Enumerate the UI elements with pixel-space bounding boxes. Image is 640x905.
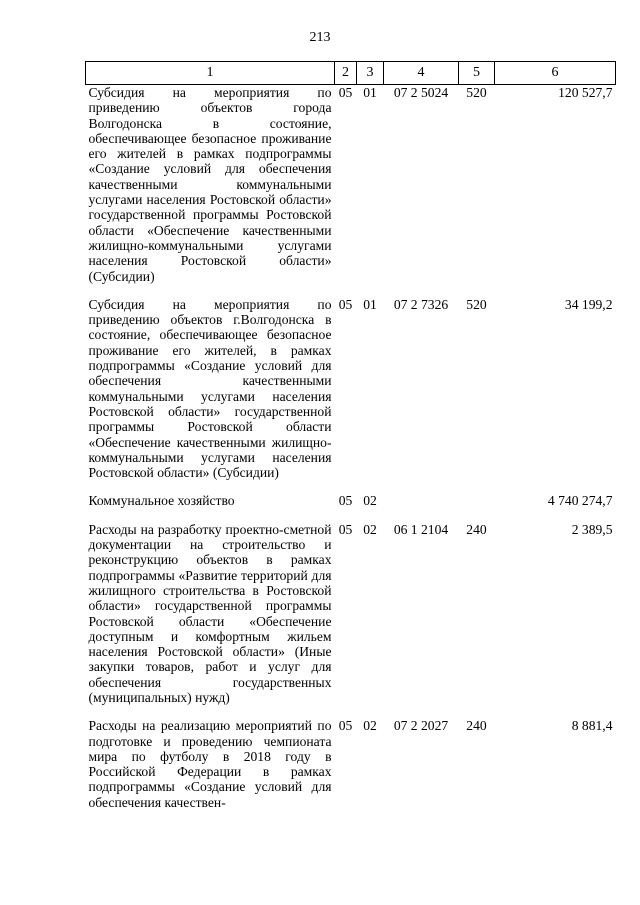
row-subsection-code: 02	[363, 521, 377, 537]
row-expense-type: 520	[466, 296, 487, 312]
column-header-5: 5	[459, 62, 495, 85]
table-row	[86, 297, 616, 494]
row-description: Расходы на реализацию мероприятий по подготовке и проведению чемпионата мира по футболу в 2018 году в Российской Федерации в рамках подпрограммы «Создание условий для обеспечения качествен-	[88, 718, 332, 810]
row-description: Субсидия на мероприятия по приведению объектов г.Волгодонска в состояние, обеспечивающее безопасное проживание его жителей, в рамках подпрограммы «Создание условий для обеспечения качественными коммунальными услугами населения Ростовской области» государственной программы Ростовской области «Обеспечение качественными жилищно-коммунальными услугами населения Ростовской области» (Субсидии)	[88, 296, 332, 481]
column-header-3: 3	[357, 62, 384, 85]
row-amount: 2 389,5	[571, 521, 613, 537]
row-description: Коммунальное хозяйство	[88, 493, 235, 509]
row-section-code: 05	[338, 718, 353, 734]
row-description: Расходы на разработку проектно-сметной документации на строительство и реконструкцию объектов в рамках подпрограммы «Развитие территорий для жилищного строительства в Ростовской области» государственной программы Ростовской области «Обеспечение доступным и комфортным жильем населения Ростовской области» (Иные закупки товаров, работ и услуг для обеспечения государственных (муниципальных) нужд)	[88, 521, 332, 705]
row-description: Субсидия на мероприятия по приведению объектов города Волгодонска в состояние, обеспечивающее безопасное проживание его жителей в рамках подпрограммы «Создание условий для обеспечения качественными коммунальными услугами населения Ростовской области» государственной программы Ростовской области «Обеспечение качественными жилищно-коммунальными услугами населения Ростовской области» (Субсидии)	[88, 85, 332, 284]
table-row	[86, 522, 616, 719]
column-header-4: 4	[384, 62, 459, 85]
column-header-6: 6	[495, 62, 616, 85]
row-expense-type: 240	[466, 718, 487, 734]
row-target-article	[384, 493, 459, 521]
table-header-row	[86, 62, 616, 85]
table-row	[86, 718, 616, 823]
row-target-article: 07 2 5024	[393, 85, 449, 100]
row-subsection-code: 02	[363, 718, 377, 734]
row-subsection-code: 01	[363, 296, 377, 312]
row-target-article: 07 2 7326	[393, 296, 449, 312]
row-section-code: 05	[338, 85, 353, 100]
row-subsection-code: 02	[363, 493, 377, 509]
row-expense-type: 240	[466, 521, 487, 537]
budget-table	[85, 61, 616, 823]
row-expense-type: 520	[466, 85, 487, 100]
row-amount: 8 881,4	[571, 718, 613, 734]
row-section-code: 05	[338, 296, 353, 312]
row-amount: 4 740 274,7	[547, 493, 613, 509]
row-subsection-code: 01	[363, 85, 377, 100]
row-expense-type	[459, 493, 495, 521]
row-section-code: 05	[338, 521, 353, 537]
row-amount: 120 527,7	[558, 85, 613, 100]
column-header-1: 1	[86, 62, 335, 85]
table-row	[86, 85, 616, 297]
row-section-code: 05	[338, 493, 353, 509]
table-row	[86, 493, 616, 521]
row-target-article: 06 1 2104	[393, 521, 449, 537]
row-amount: 34 199,2	[564, 296, 613, 312]
column-header-2: 2	[335, 62, 357, 85]
page-number: 213	[309, 30, 331, 45]
row-target-article: 07 2 2027	[393, 718, 449, 734]
